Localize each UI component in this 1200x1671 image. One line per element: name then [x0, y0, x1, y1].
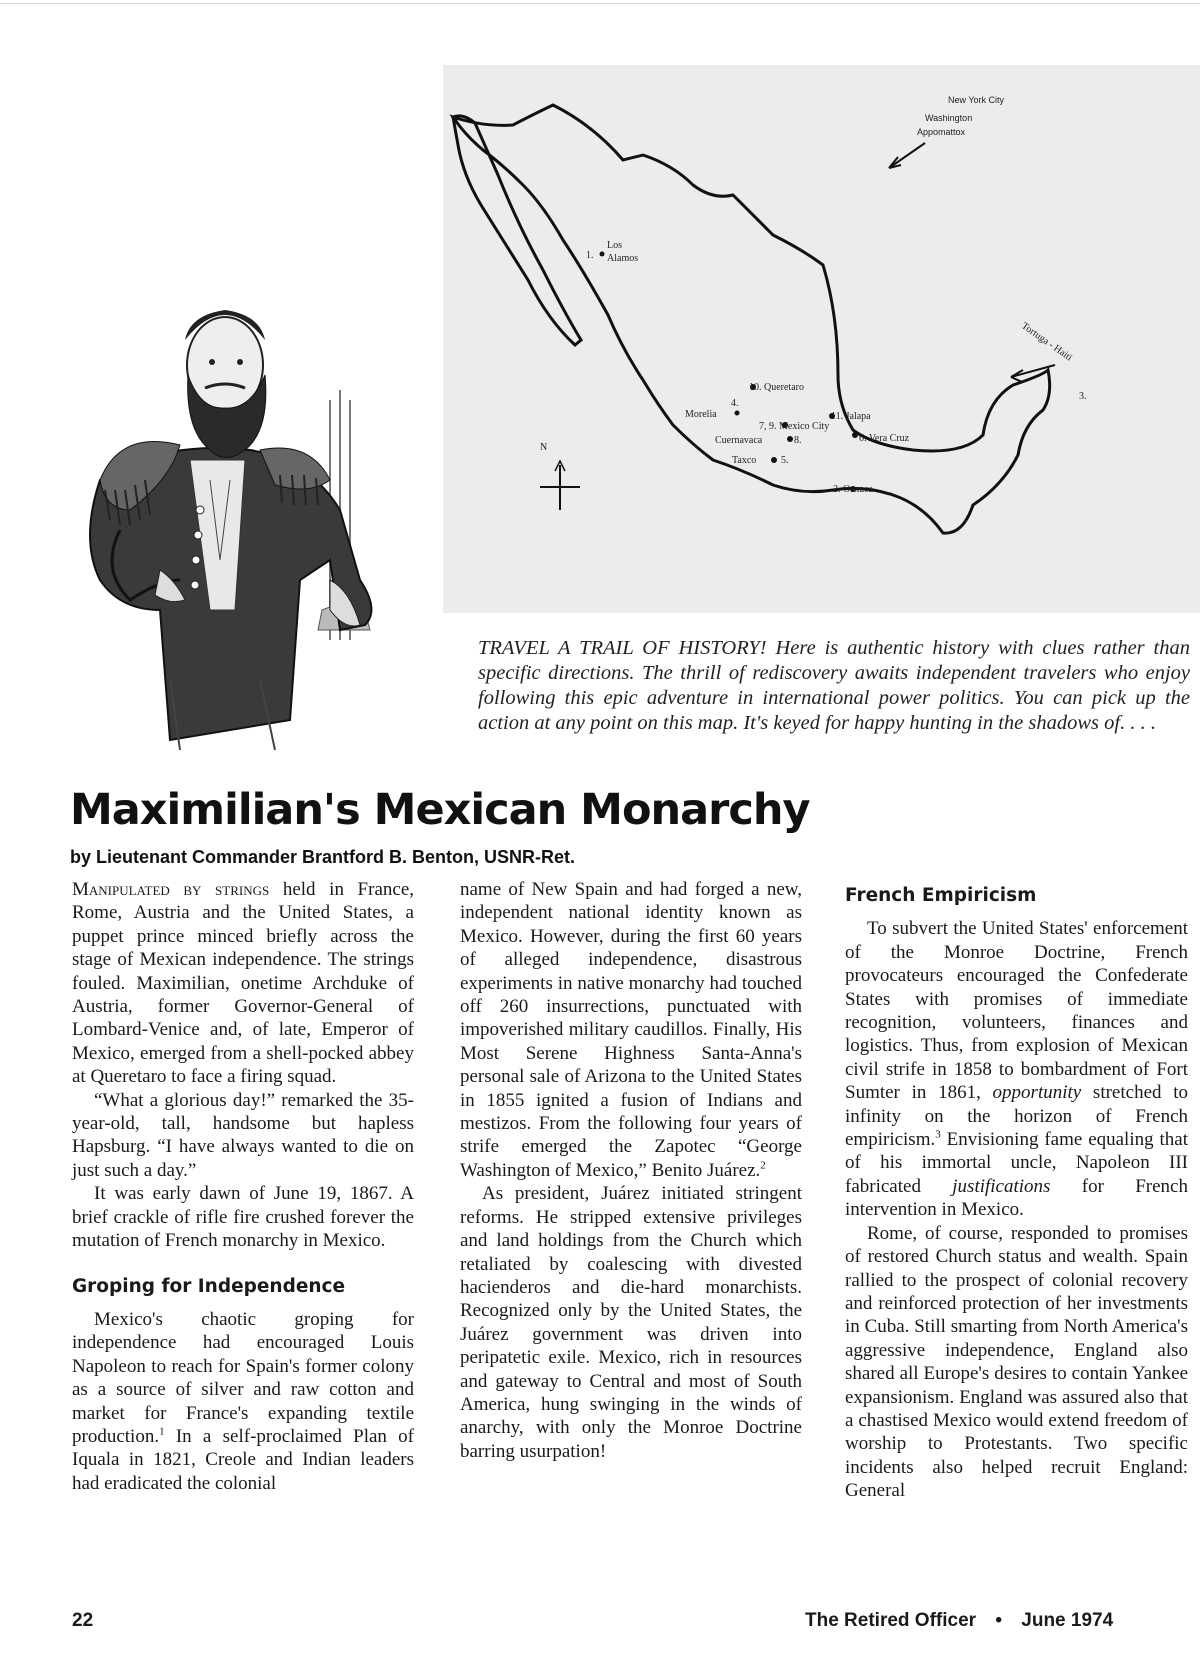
top-rule	[0, 3, 1200, 4]
emphasis: opportunity	[992, 1082, 1082, 1104]
label-jalapa: 11. Jalapa	[831, 411, 871, 422]
paragraph: As president, Juárez initiated stringent reforms. He stripped extensive privileges and land holdings from the Church which retaliated by coalescing with divested hacienderos and die-hard monarchists. Recognized only by the United States, the Juárez government was driven into peripatetic exile. Mexico, rich in resources and gateway to Central and most of South America, hung swinging in the winds of anarchy, with only the Monroe Doctrine barring usurpation!	[460, 1183, 802, 1462]
baja-california-outline	[453, 116, 581, 345]
label-appomattox: Appomattox	[917, 127, 966, 137]
paragraph	[72, 878, 414, 1089]
emphasis: justifications	[952, 1175, 1051, 1197]
section-heading: French Empiricism	[845, 885, 1037, 906]
paragraph	[460, 878, 802, 1182]
paragraph-text: Mexico's chaotic groping for independence had encouraged Louis Napoleon to reach for Spain's former colony as a source of silver and raw cotton and market for France's expanding textile production.	[72, 1308, 414, 1447]
map-caption: TRAVEL A TRAIL OF HISTORY! Here is authentic history with clues rather than specific directions. The thrill of rediscovery awaits independent travelers who enjoy following this epic adventure in international power politics. You can pick up the action at any point on this map. It's keyed for happy hunting in the shadows of. . . .	[478, 637, 1190, 734]
label-tortuga-number: 3.	[1079, 391, 1087, 402]
paragraph: “What a glorious day!” remarked the 35-year-old, tall, handsome but hapless Hapsburg. “I have always wanted to die on just such a day.”	[72, 1089, 414, 1181]
publication-footer	[805, 1610, 1113, 1632]
lead-small-caps: Manipulated by strings	[72, 879, 270, 900]
footnote-marker: 3	[935, 1128, 941, 1141]
paragraph-text: In a self-proclaimed Plan of Iquala in 1821, Creole and Indian leaders had eradicated the colonial	[72, 1425, 414, 1494]
paragraph: Rome, of course, responded to promises of restored Church status and wealth. Spain rallied to the prospect of colonial recovery and reinforced protection of her investments in Cuba. Still smarting from North America's aggressive independence, England also shared all Europe's desires to contain Yankee expansionism. England was assured also that a chastised Mexico would extend freedom of worship to Protestants. Two specific incidents also helped recruit England: General	[845, 1222, 1188, 1502]
article-column-1	[72, 878, 414, 1495]
publication-date: June 1974	[1021, 1610, 1114, 1631]
label-morelia-number: 4.	[731, 398, 739, 409]
paragraph-text: for French intervention in Mexico.	[845, 1175, 1188, 1221]
label-washington: Washington	[925, 113, 973, 123]
label-los-alamos-number: 1.	[586, 250, 594, 261]
label-new-york-city: New York City	[948, 95, 1005, 105]
paragraph	[845, 917, 1188, 1221]
mexico-outline-map	[443, 65, 1200, 613]
footnote-marker: 2	[760, 1159, 766, 1172]
publication-name: The Retired Officer	[805, 1610, 977, 1631]
compass-north-label: N	[540, 442, 548, 453]
article-byline: by Lieutenant Commander Brantford B. Benton, USNR-Ret.	[70, 847, 576, 867]
article-column-2	[460, 878, 802, 1463]
label-cuernavaca: Cuernavaca	[715, 435, 763, 446]
label-morelia: Morelia	[685, 409, 717, 420]
label-taxco: Taxco	[732, 455, 757, 466]
label-los: Los	[607, 240, 622, 251]
paragraph-text: stretched to infinity on the horizon of French empiricism.	[845, 1082, 1188, 1151]
label-taxco-number: 5.	[781, 455, 789, 466]
paragraph: It was early dawn of June 19, 1867. A brief crackle of rifle fire crushed forever the mutation of French monarchy in Mexico.	[72, 1183, 414, 1252]
label-oaxaca: 2. Oaxaca	[833, 484, 873, 495]
article-column-3	[845, 878, 1188, 1503]
label-mexico-city: 7, 9. Mexico City	[759, 421, 830, 432]
section-heading: Groping for Independence	[72, 1275, 346, 1297]
paragraph-text: held in France, Rome, Austria and the United States, a puppet prince minced briefly across the stage of Mexican independence. The strings fouled. Maximilian, onetime Archduke of Austria, former Governor-General of Lombard-Venice and, of late, Emperor of Mexico, emerged from a shell-pocked abbey at Queretaro to face a firing squad.	[72, 879, 414, 1088]
paragraph-text: Envisioning fame equaling that of his immortal uncle, Napoleon III fabricated	[845, 1129, 1188, 1197]
label-tortuga-haiti: Tortuga - Haiti	[1019, 320, 1075, 364]
paragraph-text: To subvert the United States' enforcement of the Monroe Doctrine, French provocateurs encouraged the Confederate States with promises of immediate recognition, volunteers, finances and logistics. Thus, from explosion of Mexican civil strife in 1858 to bombardment of Fort Sumter in 1861,	[845, 918, 1188, 1104]
footnote-marker: 1	[159, 1425, 165, 1438]
article-title: Maximilian's Mexican Monarchy	[70, 785, 810, 835]
paragraph	[72, 1308, 414, 1495]
label-alamos: Alamos	[607, 253, 639, 264]
label-vera-cruz: 6. Vera Cruz	[859, 433, 910, 444]
footer-separator: •	[995, 1610, 1002, 1631]
page-number: 22	[72, 1610, 94, 1631]
label-cuernavaca-number: 8.	[794, 435, 802, 446]
paragraph-text: name of New Spain and had forged a new, independent national identity known as Mexico. However, during the first 60 years of alleged independence, disastrous experiments in native monarchy had touched off 260 insurrections, punctuated with impoverished military caudillos. Finally, His Most Serene Highness Santa-Anna's personal sale of Arizona to the United States in 1855 ignited a fusion of Indians and mestizos. From the following four years of strife emerged the Zapotec “George Washington of Mexico,” Benito Juárez.	[460, 879, 802, 1181]
label-queretaro: 10. Queretaro	[749, 382, 804, 393]
mainland-mexico-outline	[453, 105, 1050, 533]
route-map	[443, 65, 1200, 613]
maximilian-portrait-illustration	[60, 280, 410, 760]
